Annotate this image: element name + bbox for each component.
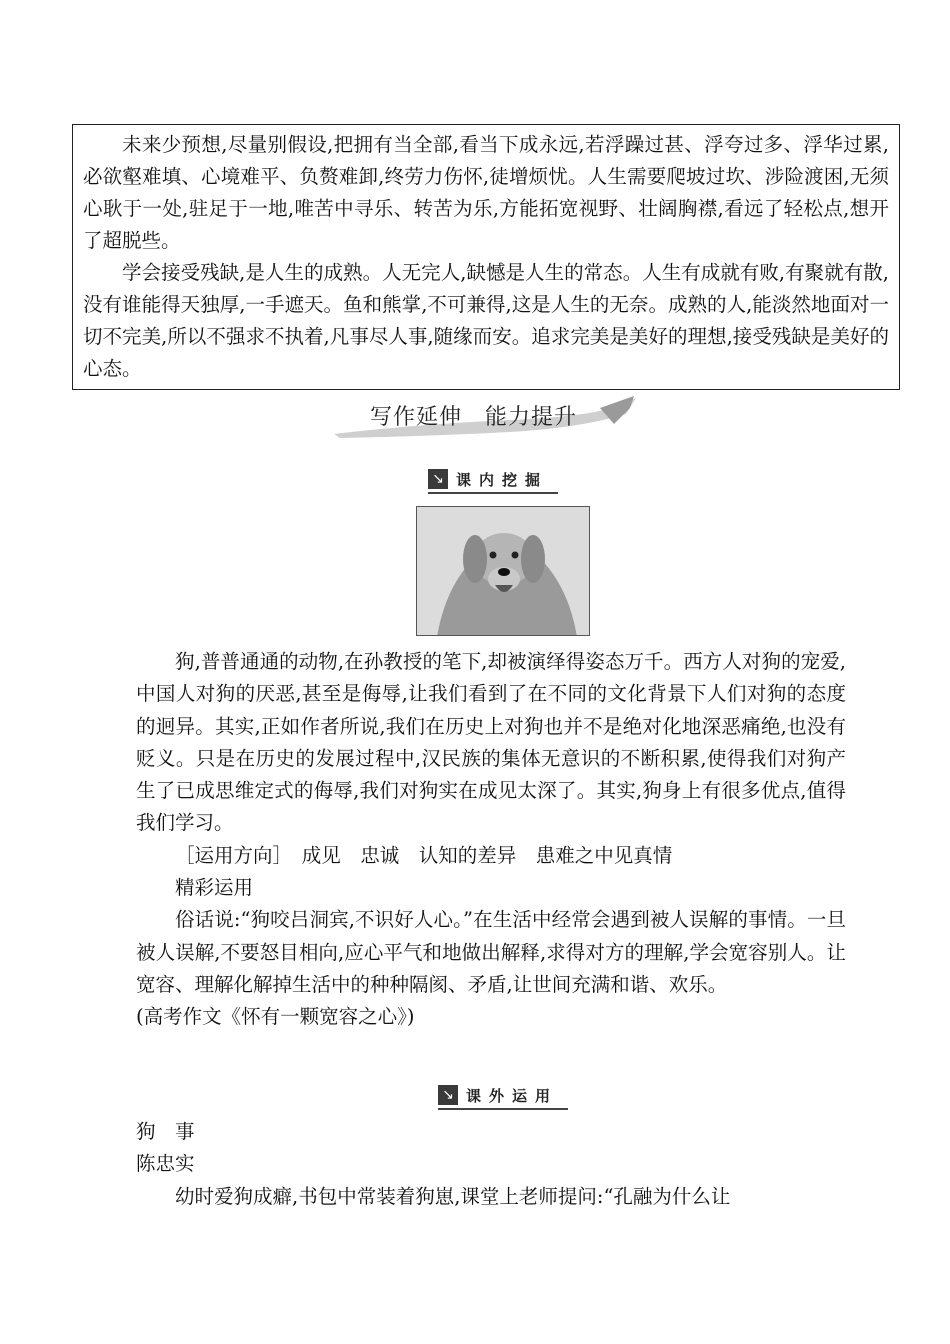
section-tag-outside-class (438, 1082, 568, 1110)
dog-photo (416, 506, 590, 636)
arrow-down-right-icon: ↘ (438, 1085, 458, 1105)
section-tag-label: 课内挖掘 (456, 470, 549, 489)
article-2-author: 陈忠实 (136, 1152, 195, 1176)
section-tag-in-class (428, 466, 558, 494)
article-1-paragraph-1: 狗,普普通通的动物,在孙教授的笔下,却被演绎得姿态万千。西方人对狗的宠爱,中国人对狗的厌恶,甚至是侮辱,让我们看到了在不同的文化背景下人们对狗的态度的迥异。其实,正如作者所说,我们在历史上对狗也并不是绝对化地深恶痛绝,也没有贬义。只是在历史的发展过程中,汉民族的集体无意识的不断积累,使得我们对狗产生了已成思维定式的侮辱,我们对狗实在成见太深了。其实,狗身上有很多优点,值得我们学习。 (136, 650, 846, 835)
usage-direction: ［运用方向］ 成见 忠诚 认知的差异 患难之中见真情 (175, 843, 673, 867)
arrow-down-right-icon: ↘ (428, 469, 448, 489)
section-tag-label: 课外运用 (466, 1086, 559, 1105)
article-1-paragraph-2: 俗话说:“狗咬吕洞宾,不识好人心。”在生活中经常会遇到被人误解的事情。一旦被人误解,不要怒目相向,应心平气和地做出解释,求得对方的理解,学会宽容别人。让宽容、理解化解掉生活中的种种隔阂、矛盾,让世间充满和谐、欢乐。 (136, 908, 846, 996)
highlight-heading: 精彩运用 (175, 876, 254, 900)
box-paragraph-2: 学会接受残缺,是人生的成熟。人无完人,缺憾是人生的常态。人生有成就有败,有聚就有散,没有谁能得天独厚,一手遮天。鱼和熊掌,不可兼得,这是人生的无奈。成熟的人,能淡然地面对一切不完美,所以不强求不执着,凡事尽人事,随缘而安。追求完美是美好的理想,接受残缺是美好的心态。 (83, 261, 889, 380)
article-2-title: 狗 事 (136, 1120, 195, 1143)
quote-box (72, 124, 900, 390)
banner-title: 写作延伸 能力提升 (370, 405, 578, 430)
article-1 (136, 646, 846, 1034)
article-1-source: (高考作文《怀有一颗宽容之心》) (136, 1005, 415, 1029)
article-2-paragraph-1: 幼时爱狗成癖,书包中常装着狗崽,课堂上老师提问:“孔融为什么让 (175, 1184, 731, 1208)
section-banner (330, 394, 640, 440)
box-paragraph-1: 未来少预想,尽量别假设,把拥有当全部,看当下成永远,若浮躁过甚、浮夸过多、浮华过累,必欲壑难填、心境难平、负赘难卸,终劳力伤怀,徒增烦忧。人生需要爬坡过坎、涉险渡困,无须心耿于一处,驻足于一地,唯苦中寻乐、转苦为乐,方能拓宽视野、壮阔胸襟,看远了轻松点,想开了超脱些。 (83, 133, 889, 252)
article-2 (136, 1116, 846, 1213)
